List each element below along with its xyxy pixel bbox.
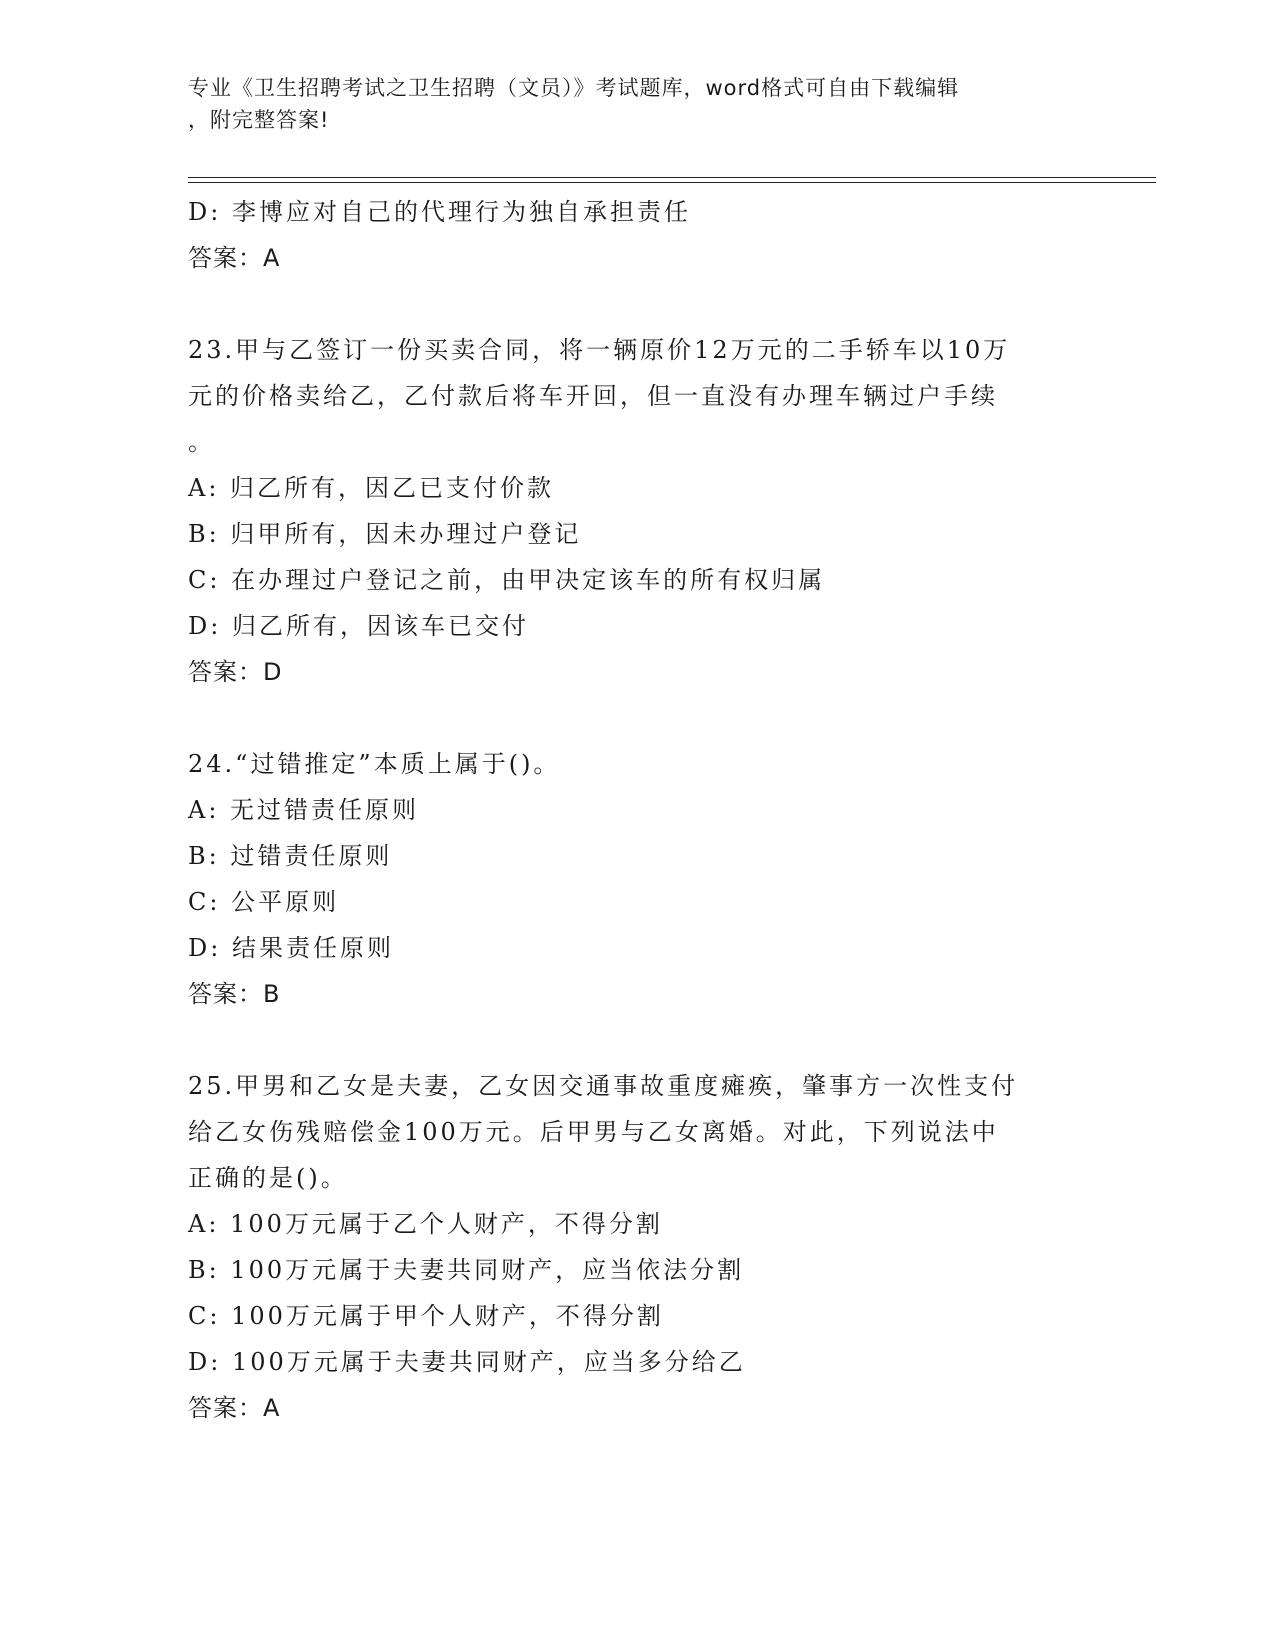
document-body (188, 189, 1088, 1431)
q23-option-c: C: 在办理过户登记之前，由甲决定该车的所有权归属 (188, 566, 826, 594)
q23-option-d: D: 归乙所有，因该车已交付 (188, 612, 529, 640)
header-rule-bottom (188, 182, 1156, 183)
question-25 (188, 1063, 1088, 1431)
q25-stem-line-3: 正确的是()。 (188, 1164, 348, 1192)
question-24 (188, 741, 1088, 1017)
header-rule-top (188, 177, 1156, 178)
prev-option-d: D: 李博应对自己的代理行为独自承担责任 (188, 198, 691, 226)
question-23 (188, 327, 1088, 695)
q23-option-b: B: 归甲所有，因未办理过户登记 (188, 520, 582, 548)
q24-stem-line-1: 24.“过错推定”本质上属于()。 (188, 750, 561, 778)
spacer (188, 695, 1088, 741)
q25-stem-line-1: 25.甲男和乙女是夫妻，乙女因交通事故重度瘫痪，肇事方一次性支付 (188, 1072, 1019, 1100)
q25-answer: 答案：A (188, 1394, 281, 1422)
prev-question-tail (188, 189, 1088, 281)
q23-answer: 答案：D (188, 658, 283, 686)
q23-stem-line-3: 。 (188, 428, 215, 456)
q25-option-c: C: 100万元属于甲个人财产，不得分割 (188, 1302, 664, 1330)
q25-stem-line-2: 给乙女伤残赔偿金100万元。后甲男与乙女离婚。对此，下列说法中 (188, 1118, 999, 1146)
q24-option-c: C: 公平原则 (188, 888, 340, 916)
q25-option-b: B: 100万元属于夫妻共同财产，应当依法分割 (188, 1256, 745, 1284)
q24-option-b: B: 过错责任原则 (188, 842, 393, 870)
q24-answer: 答案：B (188, 980, 281, 1008)
q23-option-a: A: 归乙所有，因乙已支付价款 (188, 474, 555, 502)
prev-answer: 答案：A (188, 244, 281, 272)
q25-option-a: A: 100万元属于乙个人财产，不得分割 (188, 1210, 663, 1238)
q24-option-d: D: 结果责任原则 (188, 934, 394, 962)
spacer (188, 281, 1088, 327)
header-line-2: ，附完整答案! (188, 108, 330, 132)
q25-option-d: D: 100万元属于夫妻共同财产，应当多分给乙 (188, 1348, 746, 1376)
q23-stem-line-1: 23.甲与乙签订一份买卖合同，将一辆原价12万元的二手轿车以10万 (188, 336, 1011, 364)
spacer (188, 1017, 1088, 1063)
q23-stem-line-2: 元的价格卖给乙，乙付款后将车开回，但一直没有办理车辆过户手续 (188, 382, 998, 410)
document-header (188, 72, 1068, 136)
header-line-1: 专业《卫生招聘考试之卫生招聘（文员）》考试题库，word格式可自由下载编辑 (188, 76, 960, 100)
q24-option-a: A: 无过错责任原则 (188, 796, 420, 824)
